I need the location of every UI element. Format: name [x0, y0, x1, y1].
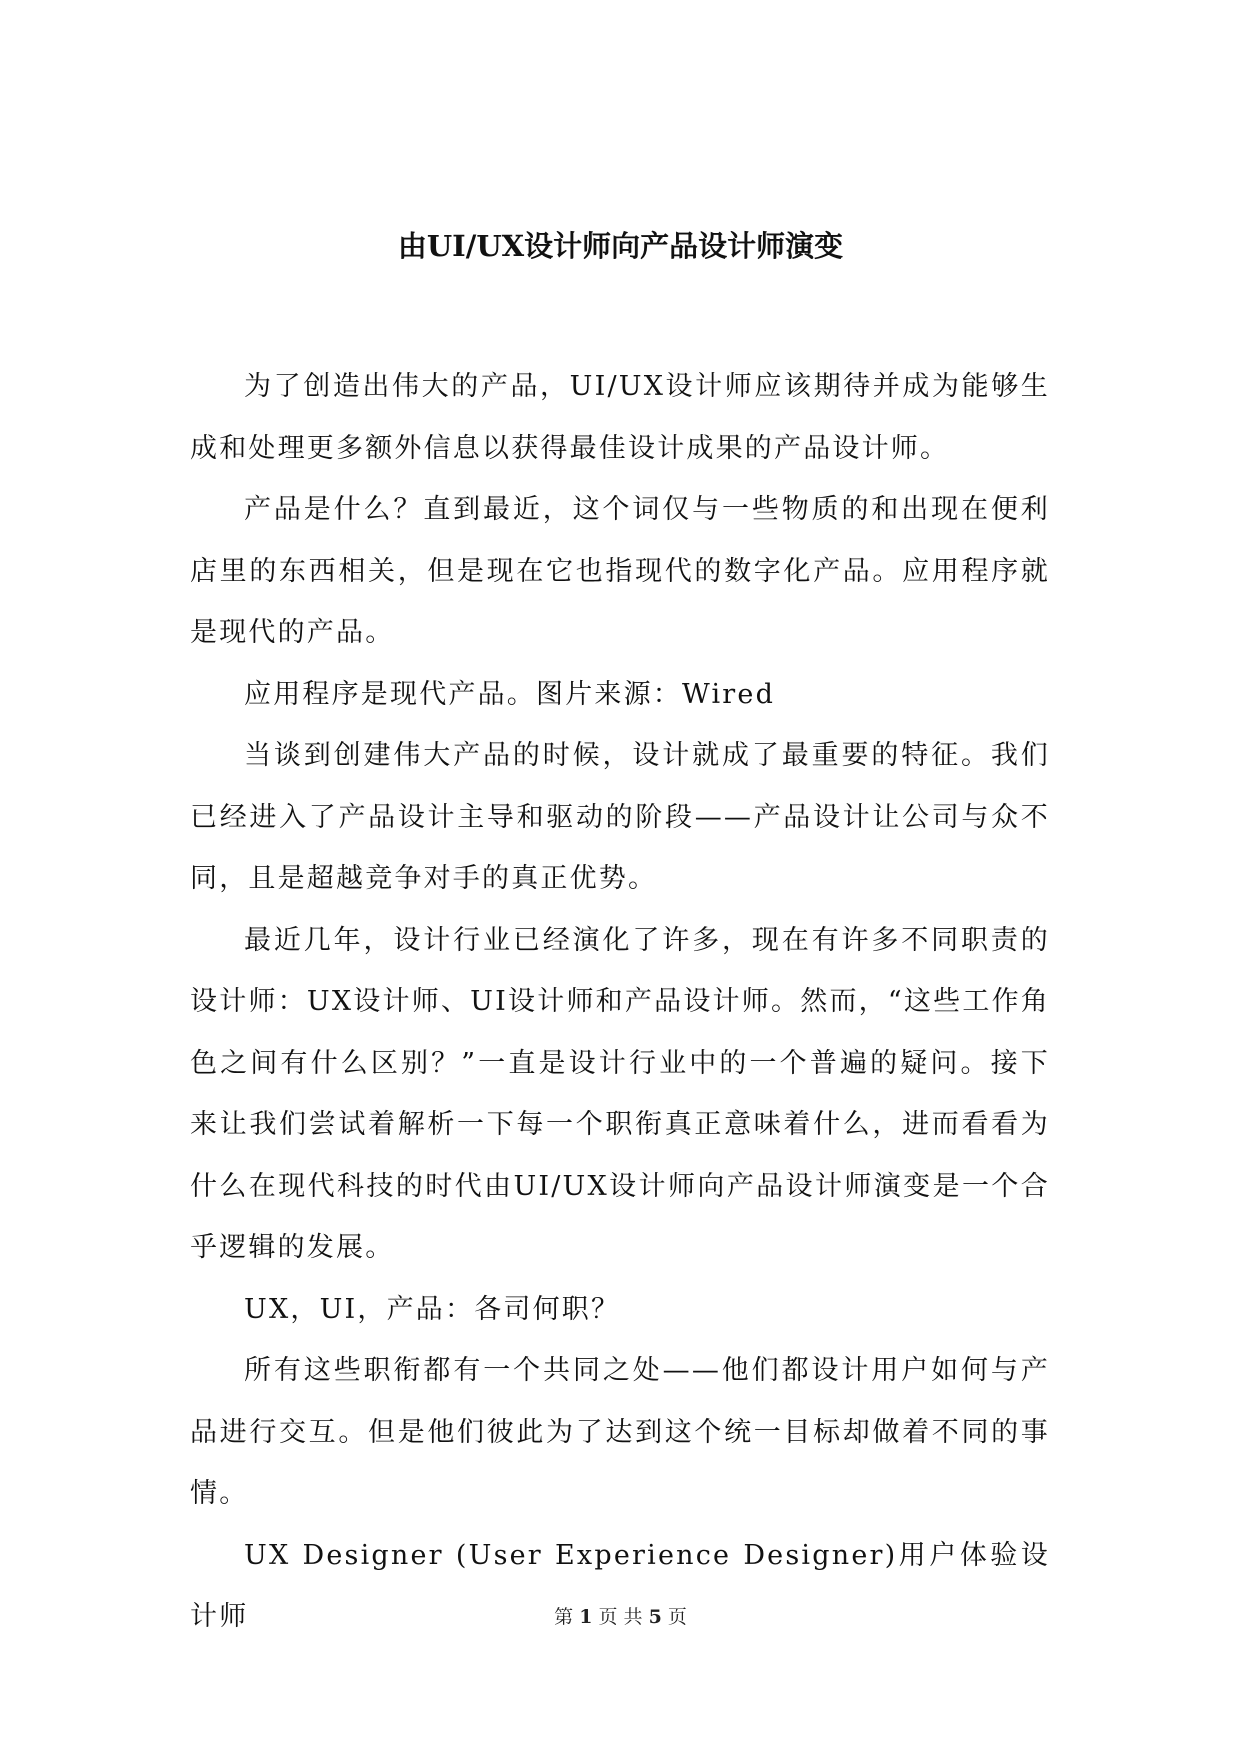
- paragraph: 为了创造出伟大的产品，UI/UX设计师应该期待并成为能够生成和处理更多额外信息以获得最佳设计成果的产品设计师。: [190, 371, 1050, 464]
- section-heading: UX，UI，产品：各司何职？: [244, 1293, 621, 1325]
- total-pages-number: 5: [648, 1606, 662, 1628]
- paragraph: 产品是什么？直到最近，这个词仅与一些物质的和出现在便利店里的东西相关，但是现在它也指现代的数字化产品。应用程序就是现代的产品。: [190, 494, 1050, 648]
- paragraph: 当谈到创建伟大产品的时候，设计就成了最重要的特征。我们已经进入了产品设计主导和驱动的阶段——产品设计让公司与众不同，且是超越竞争对手的真正优势。: [190, 740, 1050, 894]
- paragraph: 应用程序是现代产品。图片来源：Wired: [244, 678, 776, 710]
- footer-suffix: 页: [667, 1606, 687, 1628]
- paragraph: 所有这些职衔都有一个共同之处——他们都设计用户如何与产品进行交互。但是他们彼此为了达到这个统一目标却做着不同的事情。: [190, 1355, 1050, 1509]
- document-title: 由UI/UX设计师向产品设计师演变: [397, 229, 844, 263]
- page-footer: [0, 1603, 1241, 1631]
- footer-prefix: 第: [554, 1606, 574, 1628]
- footer-middle: 页 共: [598, 1606, 643, 1628]
- current-page-number: 1: [579, 1606, 593, 1628]
- subheading: UX Designer (User Experience Designer)用户体验设计师: [190, 1539, 1050, 1632]
- document-body: [190, 356, 1050, 1648]
- paragraph: 最近几年，设计行业已经演化了许多，现在有许多不同职责的设计师：UX设计师、UI设计师和产品设计师。然而，“这些工作角色之间有什么区别？”一直是设计行业中的一个普遍的疑问。接下来让我们尝试着解析一下每一个职衔真正意味着什么，进而看看为什么在现代科技的时代由UI/UX设计师向产品设计师演变是一个合乎逻辑的发展。: [190, 924, 1050, 1263]
